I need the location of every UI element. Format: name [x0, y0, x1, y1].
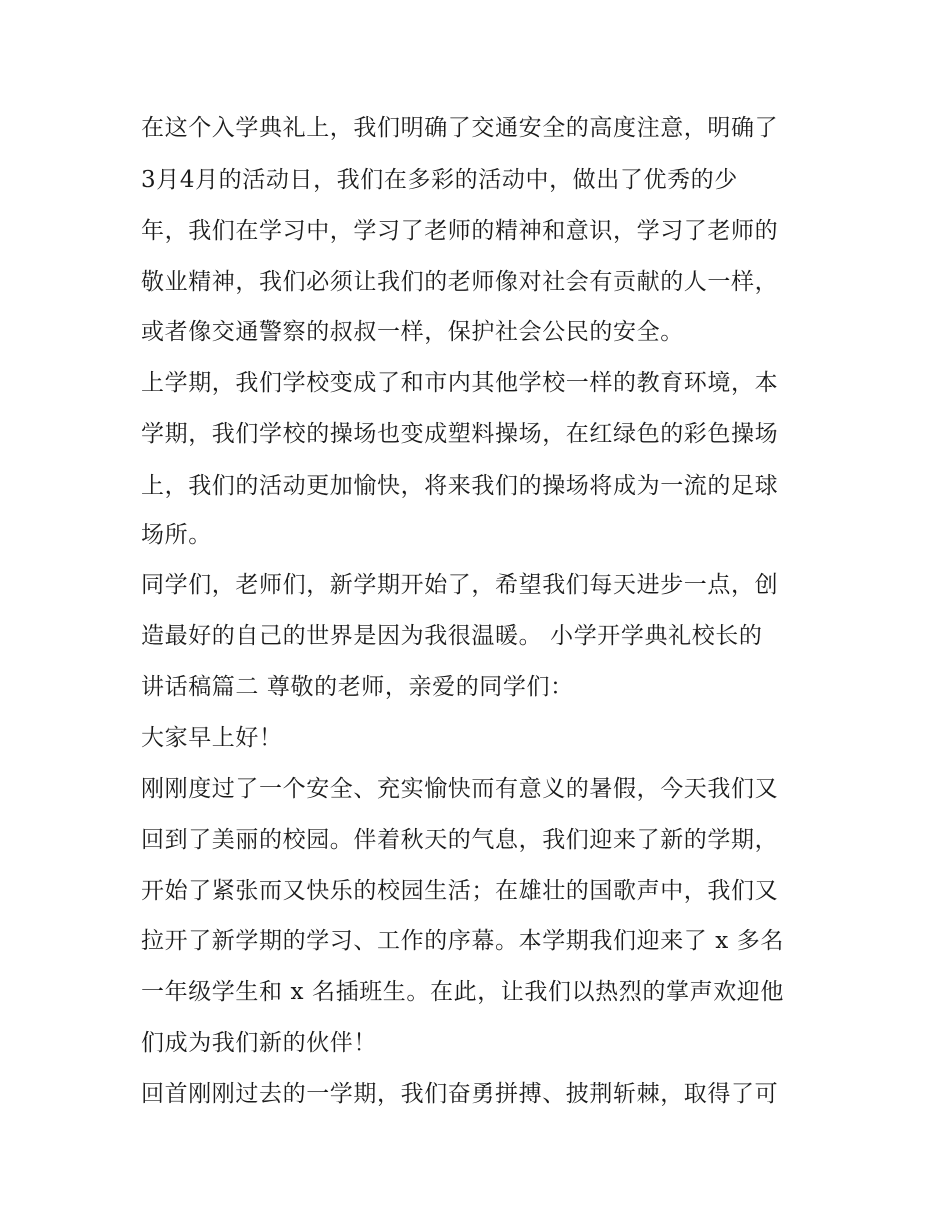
text-line-2: 3月4月的活动日，我们在多彩的活动中，做出了优秀的少 [141, 167, 738, 193]
text-line-12: 讲话稿篇二 尊敬的老师，亲爱的同学们： [141, 674, 574, 700]
text-line-18: 一年级学生和 x 名插班生。在此，让我们以热烈的掌声欢迎他 [141, 979, 784, 1005]
text-line-17: 拉开了新学期的学习、工作的序幕。本学期我们迎来了 x 多名 [141, 928, 784, 954]
text-line-8: 上，我们的活动更加愉快，将来我们的操场将成为一流的足球 [141, 473, 779, 499]
text-line-3: 年，我们在学习中，学习了老师的精神和意识，学习了老师的 [141, 218, 779, 244]
text-line-13: 大家早上好！ [141, 725, 283, 751]
text-line-19: 们成为我们新的伙伴！ [141, 1030, 377, 1056]
text-line-1: 在这个入学典礼上，我们明确了交通安全的高度注意，明确了 [141, 115, 779, 141]
text-line-7: 学期，我们学校的操场也变成塑料操场，在红绿色的彩色操场 [141, 421, 779, 447]
text-line-4: 敬业精神，我们必须让我们的老师像对社会有贡献的人一样， [141, 269, 779, 295]
text-line-16: 开始了紧张而又快乐的校园生活；在雄壮的国歌声中，我们又 [141, 878, 779, 904]
text-line-5: 或者像交通警察的叔叔一样，保护社会公民的安全。 [141, 319, 684, 345]
text-line-15: 回到了美丽的校园。伴着秋天的气息，我们迎来了新的学期， [141, 827, 779, 853]
text-line-11: 造最好的自己的世界是因为我很温暖。 小学开学典礼校长的 [141, 623, 763, 649]
text-line-10: 同学们，老师们，新学期开始了，希望我们每天进步一点，创 [141, 572, 779, 598]
text-line-14: 刚刚度过了一个安全、充实愉快而有意义的暑假，今天我们又 [141, 776, 779, 802]
text-line-6: 上学期，我们学校变成了和市内其他学校一样的教育环境，本 [141, 370, 779, 396]
text-line-9: 场所。 [141, 522, 212, 548]
text-line-20: 回首刚刚过去的一学期，我们奋勇拼搏、披荆斩棘，取得了可 [141, 1081, 779, 1107]
